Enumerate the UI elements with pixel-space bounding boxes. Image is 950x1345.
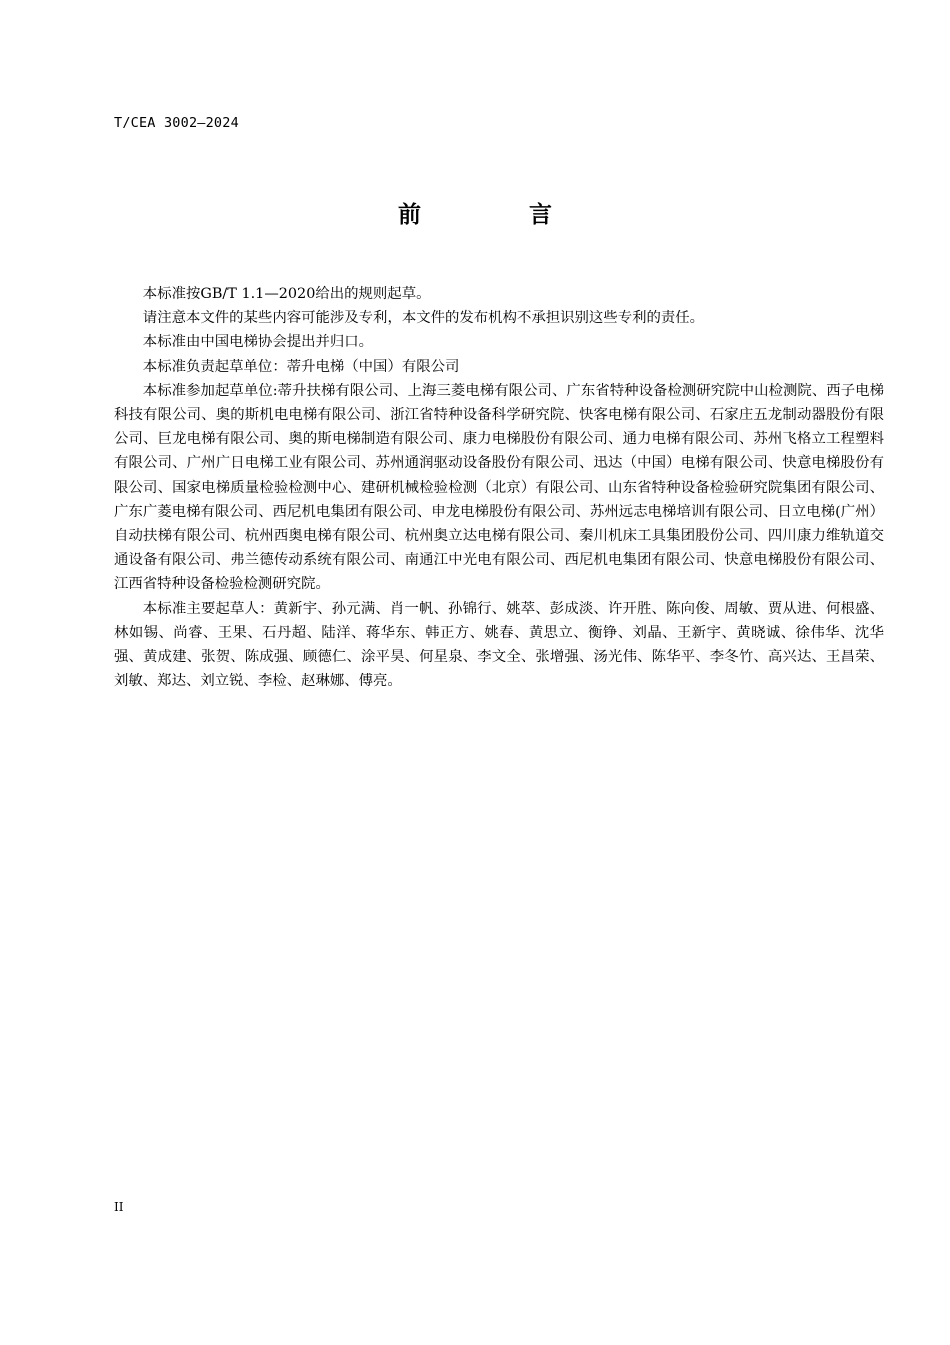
paragraph-participating-drafters: 本标准参加起草单位:蒂升扶梯有限公司、上海三菱电梯有限公司、广东省特种设备检测研究院中山检测院、西子电梯科技有限公司、奥的斯机电电梯有限公司、浙江省特种设备科学研究院、快客电梯有限公司、石家庄五龙制动器股份有限公司、巨龙电梯有限公司、奥的斯电梯制造有限公司、康力电梯股份有限公司、通力电梯有限公司、苏州飞格立工程塑料有限公司、广州广日电梯工业有限公司、苏州通润驱动设备股份有限公司、迅达（中国）电梯有限公司、快意电梯股份有限公司、国家电梯质量检验检测中心、建研机械检验检测（北京）有限公司、山东省特种设备检验研究院集团有限公司、广东广菱电梯有限公司、西尼机电集团有限公司、申龙电梯股份有限公司、苏州远志电梯培训有限公司、日立电梯(广州）自动扶梯有限公司、杭州西奥电梯有限公司、杭州奥立达电梯有限公司、秦川机床工具集团股份公司、四川康力维轨道交通设备有限公司、弗兰德传动系统有限公司、南通江中光电有限公司、西尼机电集团有限公司、快意电梯股份有限公司、江西省特种设备检验检测研究院。 [114, 382, 884, 593]
paragraph-main-drafters: 本标准主要起草人：黄新宇、孙元满、肖一帆、孙锦行、姚萃、彭成淡、许开胜、陈向俊、周敏、贾从进、何根盛、林如锡、尚睿、王果、石丹超、陆洋、蒋华东、韩正方、姚春、黄思立、衡铮、刘晶、王新宇、黄晓诚、徐伟华、沈华强、黄成建、张贺、陈成强、顾德仁、涂平昊、何星泉、李文全、张增强、汤光伟、陈华平、李冬竹、高兴达、王昌荣、刘敏、郑达、刘立锐、李检、赵琳娜、傅亮。 [114, 600, 884, 690]
foreword-body [114, 282, 884, 693]
standard-code: T/CEA 3002—2024 [114, 115, 239, 131]
paragraph-proposer: 本标准由中国电梯协会提出并归口。 [142, 334, 374, 351]
paragraph-drafting-rules: 本标准按GB/T 1.1—2020给出的规则起草。 [142, 286, 431, 302]
paragraph-lead-drafter: 本标准负责起草单位：蒂升电梯（中国）有限公司 [142, 358, 460, 375]
page-title: 前 言 [397, 202, 602, 228]
paragraph-patent-notice: 请注意本文件的某些内容可能涉及专利，本文件的发布机构不承担识别这些专利的责任。 [142, 310, 705, 327]
page-number: II [114, 1200, 124, 1214]
